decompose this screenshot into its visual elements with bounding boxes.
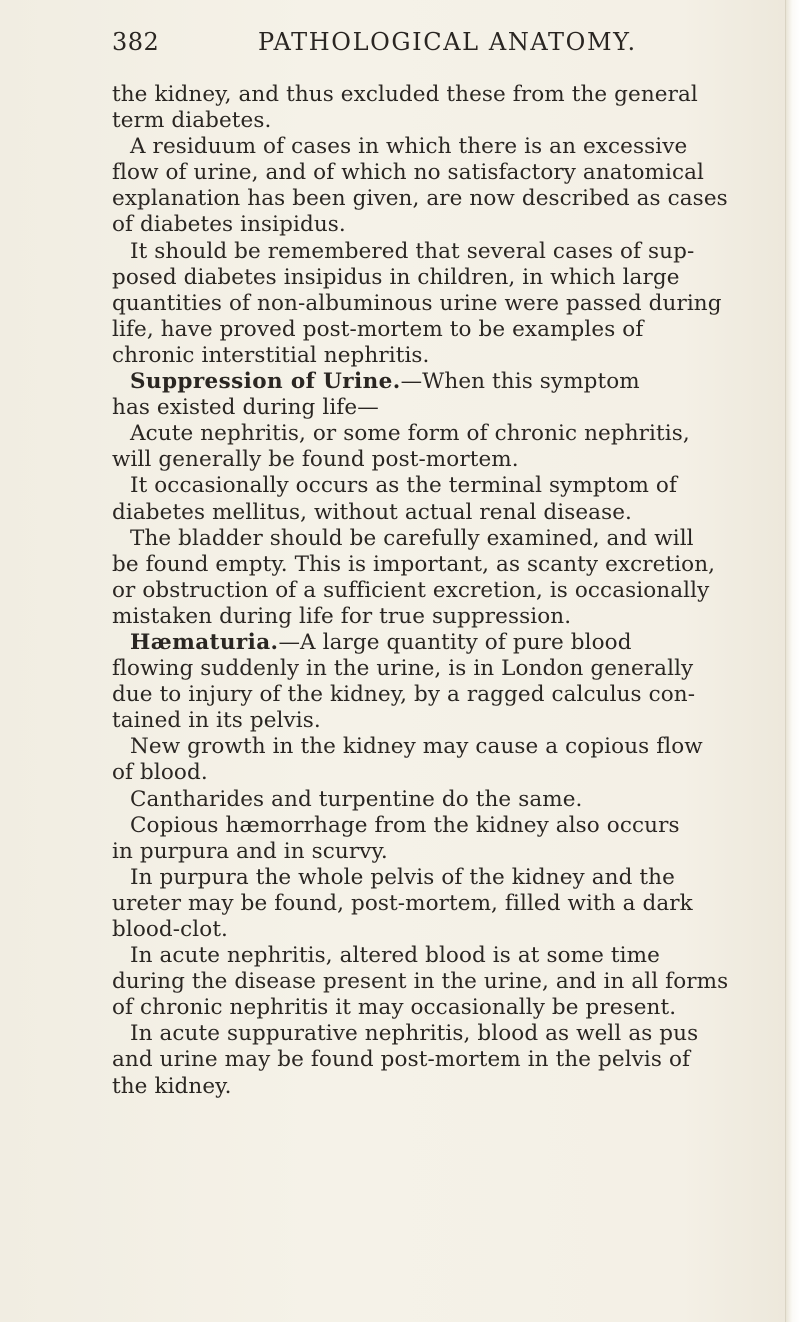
text-line — [112, 134, 782, 160]
line-text: A residuum of cases in which there is an excessive — [130, 134, 688, 160]
line-text: will generally be found post-mortem. — [112, 447, 519, 473]
line-text: Cantharides and turpentine do the same. — [130, 786, 583, 812]
text-line — [112, 578, 782, 604]
text-line — [112, 239, 782, 265]
section-heading: Suppression of Urine. — [130, 369, 401, 395]
line-text: the kidney, and thus excluded these from the general — [112, 82, 698, 107]
line-text: in purpura and in scurvy. — [112, 838, 388, 864]
line-text: In acute suppurative nephritis, blood as well as pus — [130, 1021, 699, 1047]
text-line — [112, 500, 782, 526]
text-line — [112, 186, 782, 212]
text-line — [112, 1021, 782, 1047]
line-text: or obstruction of a sufficient excretion, is occasionally — [112, 577, 710, 603]
line-text: tained in its pelvis. — [112, 708, 321, 734]
line-text: It occasionally occurs as the terminal symptom of — [130, 473, 678, 499]
text-line — [112, 813, 782, 839]
text-line — [112, 369, 782, 395]
section-heading: Hæmaturia. — [130, 629, 279, 655]
text-line — [112, 734, 782, 760]
text-line — [112, 473, 782, 499]
text-line — [112, 447, 782, 473]
text-line — [112, 1047, 782, 1073]
line-text: ureter may be found, post-mortem, filled with a dark — [112, 890, 693, 916]
line-text: term diabetes. — [112, 108, 272, 134]
line-text: has existed during life— — [112, 395, 379, 421]
text-line — [112, 395, 782, 421]
line-text: flow of urine, and of which no satisfactory anatomical — [112, 160, 704, 186]
text-line — [112, 265, 782, 291]
line-text: Acute nephritis, or some form of chronic nephritis, — [130, 421, 690, 447]
text-line — [112, 917, 782, 943]
text-line — [112, 969, 782, 995]
text-line — [112, 865, 782, 891]
page-header — [112, 28, 672, 68]
text-line — [112, 839, 782, 865]
line-text: Copious hæmorrhage from the kidney also occurs — [130, 812, 680, 838]
line-text: of diabetes insipidus. — [112, 212, 346, 238]
text-line — [112, 552, 782, 578]
line-text: and urine may be found post-mortem in the pelvis of — [112, 1047, 691, 1073]
text-line — [112, 343, 782, 369]
text-line — [112, 108, 782, 134]
text-line — [112, 291, 782, 317]
text-line — [112, 891, 782, 917]
line-text: chronic interstitial nephritis. — [112, 342, 430, 368]
page-number: 382 — [112, 28, 160, 56]
text-line — [112, 630, 782, 656]
line-text: explanation has been given, are now described as cases — [112, 186, 728, 212]
text-line — [112, 943, 782, 969]
line-text: In purpura the whole pelvis of the kidney and the — [130, 864, 675, 890]
text-line — [112, 160, 782, 186]
text-line — [112, 656, 782, 682]
line-text: New growth in the kidney may cause a copious flow — [130, 734, 703, 760]
text-line — [112, 760, 782, 786]
line-text: the kidney. — [112, 1073, 232, 1099]
line-text: —A large quantity of pure blood — [278, 629, 632, 655]
text-line — [112, 682, 782, 708]
line-text: posed diabetes insipidus in children, in which large — [112, 264, 680, 290]
text-line — [112, 995, 782, 1021]
text-line — [112, 787, 782, 813]
line-text: quantities of non-albuminous urine were passed during — [112, 290, 722, 316]
page-edge — [785, 0, 800, 1322]
line-text: blood-clot. — [112, 917, 228, 942]
line-text: mistaken during life for true suppression. — [112, 603, 572, 629]
line-text: The bladder should be carefully examined, and will — [130, 525, 694, 551]
text-line — [112, 1074, 782, 1100]
line-text: —When this symptom — [400, 369, 640, 395]
text-line — [112, 317, 782, 343]
line-text: In acute nephritis, altered blood is at some time — [130, 943, 660, 969]
line-text: flowing suddenly in the urine, is in London generally — [112, 656, 694, 682]
text-line — [112, 82, 782, 108]
text-line — [112, 708, 782, 734]
body-text — [112, 82, 782, 1100]
line-text: of blood. — [112, 760, 208, 786]
line-text: of chronic nephritis it may occasionally be present. — [112, 995, 677, 1021]
line-text: diabetes mellitus, without actual renal disease. — [112, 499, 632, 525]
line-text: It should be remembered that several cases of sup- — [130, 238, 695, 264]
line-text: life, have proved post-mortem to be examples of — [112, 316, 644, 342]
text-line — [112, 604, 782, 630]
line-text: due to injury of the kidney, by a ragged calculus con- — [112, 682, 696, 708]
text-line — [112, 212, 782, 238]
running-title: PATHOLOGICAL ANATOMY. — [258, 28, 637, 56]
line-text: during the disease present in the urine, and in all forms — [112, 969, 729, 995]
text-line — [112, 526, 782, 552]
line-text: be found empty. This is important, as scanty excretion, — [112, 551, 716, 577]
text-line — [112, 421, 782, 447]
